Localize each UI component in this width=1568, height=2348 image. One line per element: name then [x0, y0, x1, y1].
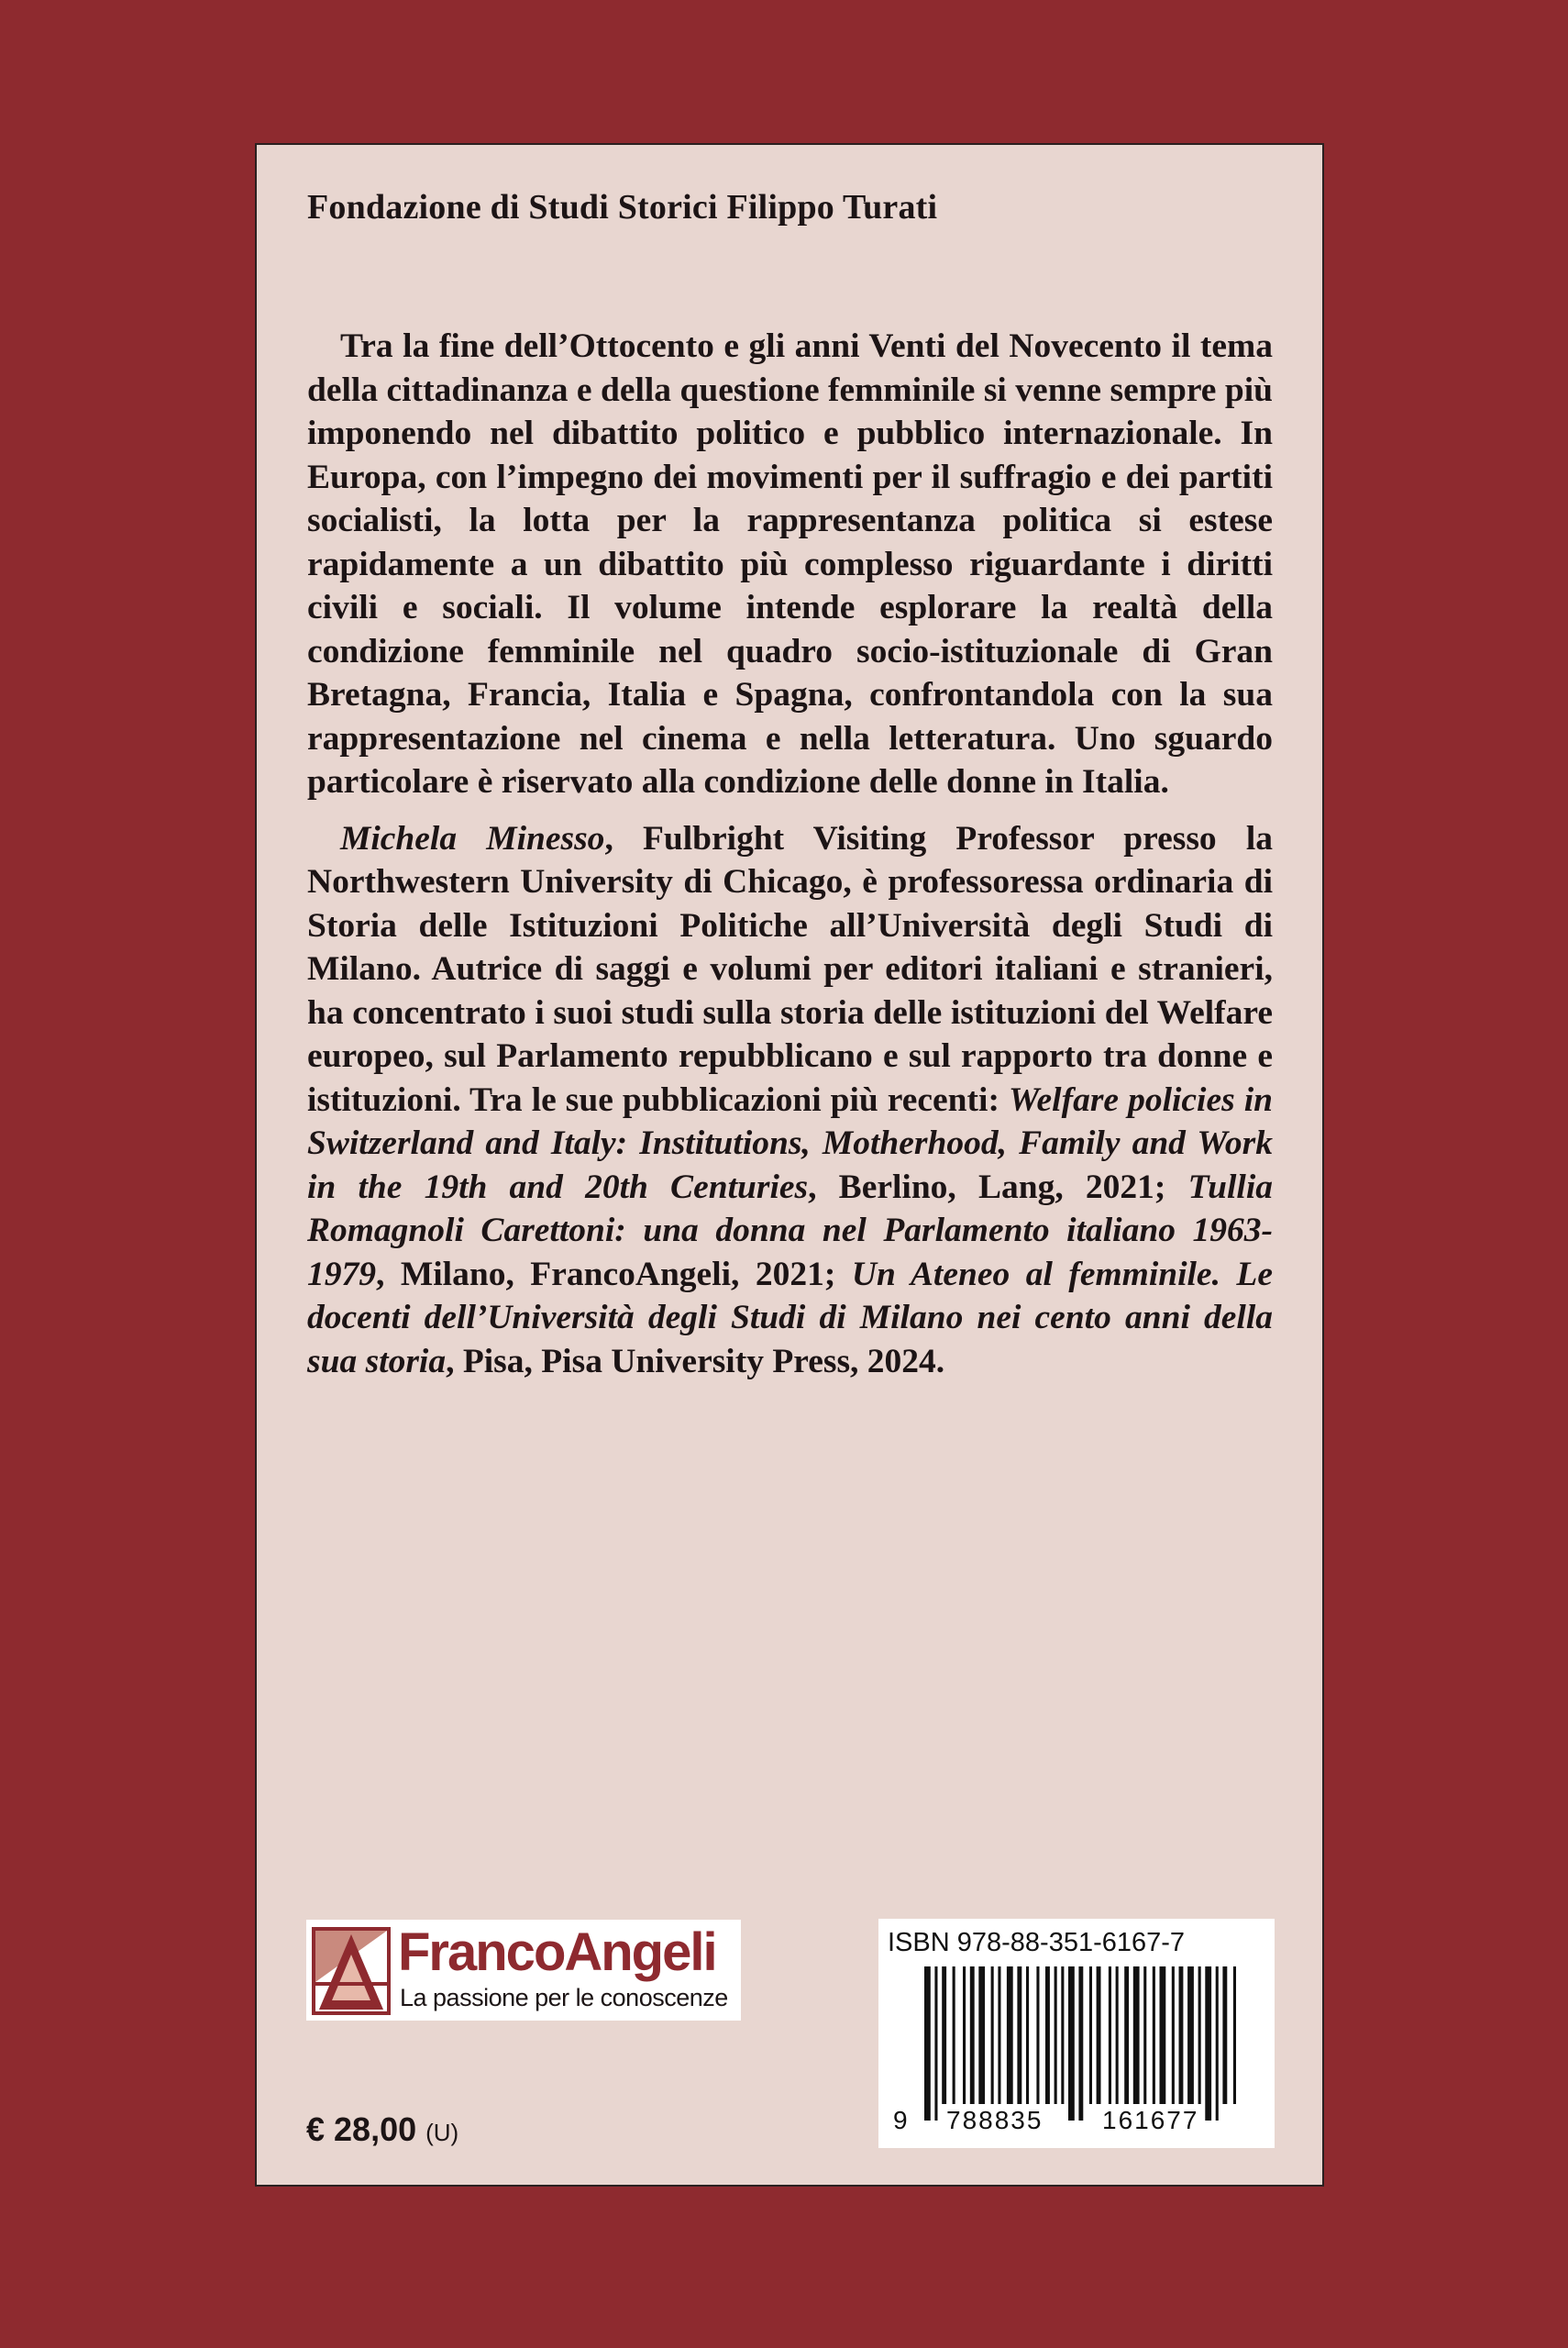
barcode-bar [1017, 1966, 1021, 2104]
price-amount: € 28,00 [306, 2110, 417, 2148]
barcode-bar [970, 1966, 975, 2104]
publisher-tagline: La passione per le conoscenze [400, 1984, 728, 2011]
synopsis-paragraph: Tra la fine dell’Ottocento e gli anni Venti del Novecento il tema della cittadinanza e della questione femminile si venne sempre più imponendo nel dibattito politico e pubblico internazionale. In Europa, con l’impegno dei movimenti per il suffragio e dei partiti socialisti, la lotta per la rappresentanza politica si estese rapidamente a un dibattito più complesso riguardante i diritti civili e sociali. Il volume intende esplorare la realtà della condizione femminile nel quadro socio-istituzionale di Gran Bretagna, Francia, Italia e Spagna, confrontandola con la sua rappresentazione nel cinema e nella letteratura. Uno sguardo particolare è riservato alla condizione delle donne in Italia. [307, 327, 1273, 801]
barcode-bar [1187, 1966, 1194, 2104]
barcode-bars [924, 1966, 1247, 2121]
barcode-bar [1036, 1966, 1039, 2104]
barcode-bar [934, 1966, 937, 2121]
price-code: (U) [425, 2119, 459, 2146]
barcode-digits-right: 161677 [1102, 2106, 1199, 2134]
barcode-bar [1097, 1966, 1101, 2104]
publication-title-1: Welfare policies in Switzerland and Italy: Institutions, Motherhood, Family and Work in the 19th and 20th Centuries [307, 1080, 1273, 1206]
publication-info-2: , Milano, FrancoAngeli, 2021; [376, 1255, 852, 1293]
barcode-bar [1116, 1966, 1119, 2104]
barcode-digits-left: 788835 [946, 2106, 1043, 2134]
foundation-name: Fondazione di Studi Storici Filippo Turati [307, 188, 938, 227]
publisher-logo [306, 1920, 741, 2021]
barcode-bar [942, 1966, 946, 2104]
publisher-name: FrancoAngeli [398, 1922, 716, 1982]
barcode-bar [1055, 1966, 1057, 2104]
publisher-mark-icon [312, 1927, 391, 2015]
barcode-bar [1198, 1966, 1201, 2104]
barcode-bar [1233, 1966, 1236, 2104]
isbn-barcode [878, 1919, 1275, 2148]
publication-title-3: Un Ateneo al femminile. Le docenti dell’Università degli Studi di Milano nei cento anni della sua storia [307, 1255, 1273, 1380]
author-bio-paragraph [307, 817, 1273, 1384]
barcode-bar [1007, 1966, 1013, 2104]
author-bio: , Fulbright Visiting Professor presso la Northwestern University di Chicago, è professoressa ordinaria di Storia delle Istituzioni Politiche all’Università degli Studi di Milano. Autrice di saggi e volumi per editori italiani e stranieri, ha concentrato i suoi studi sulla storia delle istituzioni del Welfare europeo, sul Parlamento repubblicano e sul rapporto tra donne e istituzioni. Tra le sue pubblicazioni più recenti: [307, 819, 1273, 1119]
isbn-label: ISBN 978-88-351-6167-7 [888, 1928, 1186, 1957]
publication-title-2: Tullia Romagnoli Carettoni: una donna nel Parlamento italiano 1963-1979 [307, 1168, 1273, 1293]
barcode-bar [1078, 1966, 1083, 2121]
barcode-bar [1179, 1966, 1184, 2104]
barcode-digit-first: 9 [893, 2106, 908, 2134]
barcode-bar [1172, 1966, 1175, 2104]
barcode-bar [963, 1966, 966, 2104]
barcode-bar [1205, 1966, 1211, 2121]
barcode-bar [1068, 1966, 1075, 2121]
barcode-bar [998, 1966, 1000, 2104]
barcode-bar [1026, 1966, 1029, 2104]
barcode-bar [1124, 1966, 1129, 2104]
barcode-bar [991, 1966, 994, 2104]
back-cover-panel [255, 143, 1324, 2187]
publication-info-1: , Berlino, Lang, 2021; [808, 1168, 1188, 1206]
barcode-bar [1222, 1966, 1227, 2104]
barcode-bar [1153, 1966, 1155, 2104]
author-name: Michela Minesso [340, 819, 605, 858]
barcode-bar [1143, 1966, 1146, 2104]
publication-info-3: , Pisa, Pisa University Press, 2024. [446, 1342, 945, 1380]
barcode-bar [924, 1966, 931, 2121]
barcode-bar [1061, 1966, 1064, 2104]
barcode-bar [1133, 1966, 1140, 2104]
price [306, 2110, 458, 2149]
barcode-bar [1216, 1966, 1219, 2121]
book-description [307, 325, 1273, 1383]
barcode-bar [1109, 1966, 1111, 2104]
barcode-bar [1160, 1966, 1166, 2104]
barcode-bar [953, 1966, 955, 2104]
barcode-bar [978, 1966, 985, 2104]
barcode-bar [1045, 1966, 1050, 2104]
barcode-bar [1089, 1966, 1092, 2104]
